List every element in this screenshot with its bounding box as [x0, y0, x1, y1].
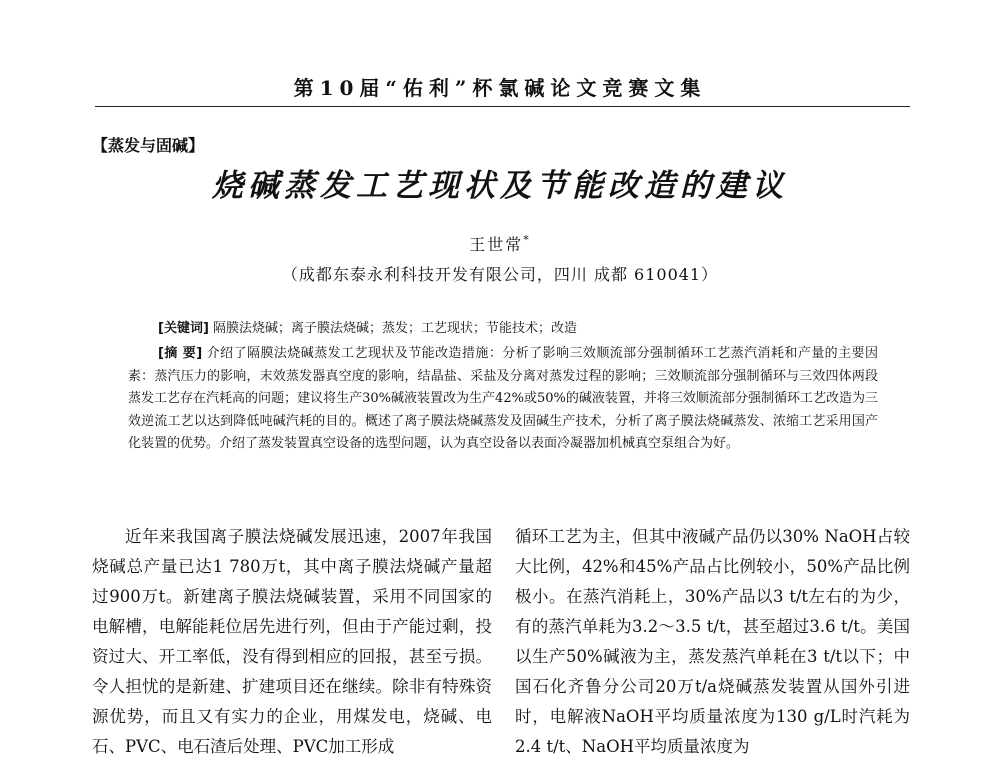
- running-header: 第10届“佑利”杯氯碱论文竞赛文集: [293, 76, 707, 100]
- abstract-block: [128, 343, 878, 456]
- author-footnote-mark: *: [523, 233, 531, 247]
- section-tag: 【蒸发与固碱】: [92, 136, 205, 155]
- keywords-block: [158, 318, 878, 340]
- abstract-text: 介绍了隔膜法烧碱蒸发工艺现状及节能改造措施：分析了影响三效顺流部分强制循环工艺蒸汽消耗和产量的主要因素：蒸汽压力的影响，末效蒸发器真空度的影响，结晶盐、采盐及分离对蒸发过程的影响；三效顺流部分强制循环与三效四体两段蒸发工艺存在汽耗高的问题；建议将生产30%碱液装置改为生产42%或50%的碱液装置，并将三效顺流部分强制循环工艺改造为三效逆流工艺以达到降低吨碱汽耗的目的。概述了离子膜法烧碱蒸发及固碱生产技术，分析了离子膜法烧碱蒸发、浓缩工艺采用国产化装置的优势。介绍了蒸发装置真空设备的选型问题，认为真空设备以表面冷凝器加机械真空泵组合为好。: [128, 346, 878, 451]
- body-paragraph: 循环工艺为主，但其中液碱产品仍以30% NaOH占较大比例，42%和45%产品占比例较小，50%产品比例极小。在蒸汽消耗上，30%产品以3 t/t左右的为少，有的蒸汽单耗为3.2～3.5 t/t，甚至超过3.6 t/t。美国以生产50%碱液为主，蒸发蒸汽单耗在3 t/t以下；中国石化齐鲁分公司20万t/a烧碱蒸发装置从国外引进时，电解液NaOH平均质量浓度为130 g/L时汽耗为2.4 t/t、NaOH平均质量浓度为: [515, 527, 910, 756]
- author-name: 王世常: [469, 235, 524, 254]
- body-column-right: [515, 522, 910, 762]
- body-column-left: [92, 522, 492, 762]
- abstract-label: [摘 要]: [158, 346, 203, 361]
- article-title: 烧碱蒸发工艺现状及节能改造的建议: [212, 168, 788, 204]
- keywords-text: 隔膜法烧碱；离子膜法烧碱；蒸发；工艺现状；节能技术；改造: [213, 321, 578, 336]
- keywords-label: [关键词]: [158, 321, 209, 336]
- affiliation: （成都东泰永利科技开发有限公司，四川 成都 610041）: [281, 265, 719, 284]
- header-rule: [95, 106, 910, 107]
- body-paragraph: 近年来我国离子膜法烧碱发展迅速，2007年我国烧碱总产量已达1 780万t，其中离子膜法烧碱产量超过900万t。新建离子膜法烧碱装置，采用不同国家的电解槽，电解能耗位居先进行列，但由于产能过剩，投资过大、开工率低，没有得到相应的回报，甚至亏损。令人担忧的是新建、扩建项目还在继续。除非有特殊资源优势，而且又有实力的企业，用煤发电，烧碱、电石、PVC、电石渣后处理、PVC加工形成: [92, 527, 492, 756]
- author-line: [0, 232, 1000, 255]
